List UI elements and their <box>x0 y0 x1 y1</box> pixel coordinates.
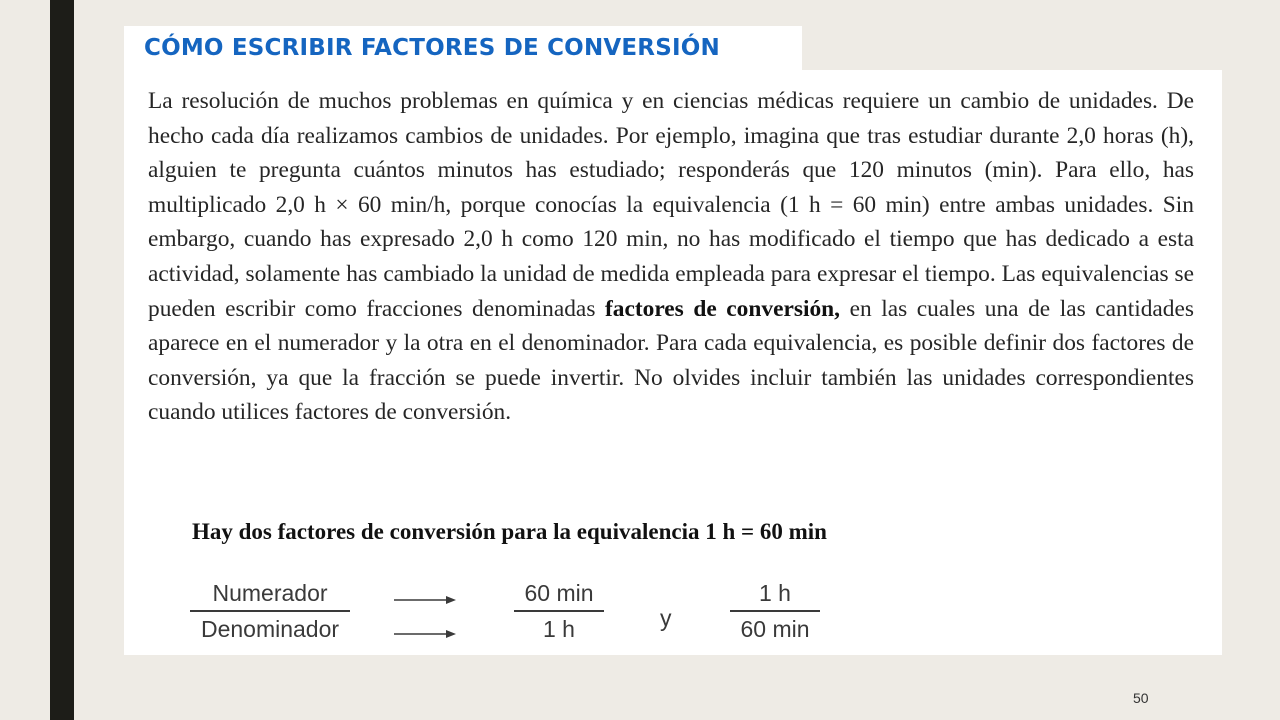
page-number: 50 <box>1133 690 1149 706</box>
fraction-label-numerator: Numerador <box>190 578 350 612</box>
factor-2-numerator: 1 h <box>730 578 820 612</box>
factor-1-numerator: 60 min <box>514 578 604 612</box>
arrow-right-icon <box>394 628 456 640</box>
conversion-factor-1 <box>514 578 604 644</box>
slide-title: CÓMO ESCRIBIR FACTORES DE CONVERSIÓN <box>144 35 720 61</box>
textbook-excerpt <box>124 70 1222 655</box>
conjunction-y: y <box>660 605 672 631</box>
fraction-label <box>190 578 350 644</box>
paragraph-bold-term: factores de conversión, <box>604 295 840 322</box>
factor-1-denominator: 1 h <box>543 616 575 642</box>
conversion-factor-2 <box>730 578 820 644</box>
fraction-label-denominator: Denominador <box>200 616 340 642</box>
factor-2-denominator: 60 min <box>740 616 810 642</box>
paragraph-text-1: La resolución de muchos problemas en química y en ciencias médicas requiere un cambio de unidades. De hecho cada día realizamos cambios de unidades. Por ejemplo, imagina que tras estudiar durante 2,0 horas (h), alguien te pregunta cuántos minutos has estudiado; responderás que 120 minutos (min). Para ello, has multiplicado 2,0 h × 60 min/h, porque conocías la equivalencia (1 h = 60 min) entre ambas unidades. Sin embargo, cuando has expresado 2,0 h como 120 min, no has modificado el tiempo que has dedicado a esta actividad, solamente has cambiado la unidad de medida empleada para expresar el tiempo. Las equivalencias se pueden escribir como fracciones denominadas <box>148 88 1194 322</box>
arrow-right-icon <box>394 594 456 606</box>
explanation-paragraph <box>148 84 1194 430</box>
left-accent-bar <box>50 0 74 720</box>
example-subtitle: Hay dos factores de conversión para la equivalencia 1 h = 60 min <box>192 519 827 544</box>
paragraph-text-2: en las cuales una de las cantidades aparece en el numerador y la otra en el denominador. Para cada equivalencia, es posible definir dos factores de conversión, ya que la fracción se puede invertir. No olvides incluir también las unidades correspondientes cuando utilices factores de conversión. <box>148 295 1194 426</box>
title-box <box>124 26 802 74</box>
